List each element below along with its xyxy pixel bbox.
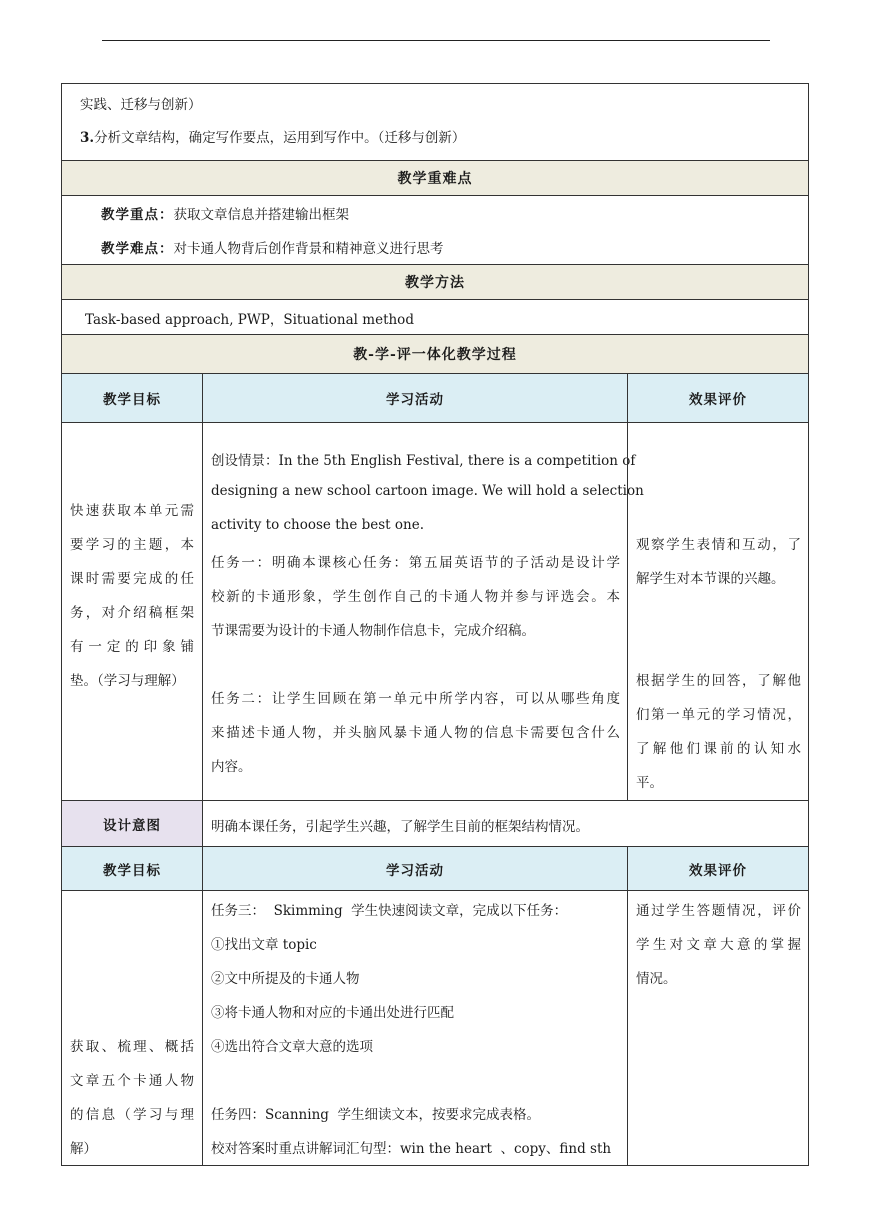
design-intent-label: 设计意图	[61, 800, 203, 847]
methods-block	[61, 299, 809, 335]
key-point-difficulty	[101, 237, 444, 257]
column-header-activity: 学习活动	[202, 373, 628, 423]
row2-activity-line: ③将卡通人物和对应的卡通出处进行匹配	[211, 1005, 454, 1021]
row1-activity-line: activity to choose the best one.	[211, 517, 424, 533]
methods-text: Task-based approach, PWP，Situational method	[85, 312, 414, 328]
objective-item-3	[80, 126, 465, 146]
row2-activity-line: 校对答案时重点讲解词汇句型：win the heart 、copy、find sth	[211, 1141, 612, 1157]
row2-activity-cell	[202, 890, 628, 1166]
objective-item-3-number: 3.	[80, 130, 95, 146]
row2-goal-cell	[61, 890, 203, 1166]
key-points-header: 教学重难点	[61, 160, 809, 196]
objective-line-continued: 实践、迁移与创新）	[80, 97, 202, 113]
row1-activity-line: 校新的卡通形象，学生创作自己的卡通人物并参与评选会。本	[211, 589, 620, 605]
focus-text: 获取文章信息并搭建输出框架	[173, 207, 349, 223]
row1-activity-line: 节课需要为设计的卡通人物制作信息卡，完成介绍稿。	[211, 623, 535, 639]
row1-activity-line: 创设情景：In the 5th English Festival, there is a competition of	[211, 453, 636, 469]
row2-activity-line: 任务三： Skimming 学生快速阅读文章，完成以下任务：	[211, 903, 568, 919]
row2-eval-cell	[627, 890, 809, 1166]
row1-eval-line: 平。	[636, 775, 663, 791]
column-header-eval: 效果评价	[627, 373, 809, 423]
difficulty-text: 对卡通人物背后创作背景和精神意义进行思考	[173, 241, 444, 257]
row1-activity-cell	[202, 422, 644, 801]
column-header-goal-2: 教学目标	[61, 846, 203, 891]
row2-goal-line: 获取、梳理、概括	[70, 1039, 194, 1055]
row1-goal-line: 课时需要完成的任	[70, 571, 194, 587]
row2-goal-line: 文章五个卡通人物	[70, 1073, 194, 1089]
focus-label: 教学重点：	[101, 207, 174, 223]
row1-eval-line: 解学生对本节课的兴趣。	[636, 571, 785, 587]
row2-activity-line: 任务四：Scanning 学生细读文本，按要求完成表格。	[211, 1107, 540, 1123]
methods-header: 教学方法	[61, 264, 809, 300]
row2-activity-line: ②文中所提及的卡通人物	[211, 971, 360, 987]
page-header-rule	[102, 40, 770, 41]
row1-activity-line: 任务二：让学生回顾在第一单元中所学内容，可以从哪些角度	[211, 691, 620, 707]
design-intent-cell	[202, 800, 809, 847]
row1-goal-line: 快速获取本单元需	[70, 503, 194, 519]
row2-activity-line: ①找出文章 topic	[211, 937, 317, 953]
row1-activity-line: 来描述卡通人物，并头脑风暴卡通人物的信息卡需要包含什么	[211, 725, 620, 741]
row1-goal-line: 垫。（学习与理解）	[70, 673, 185, 689]
column-header-eval-2: 效果评价	[627, 846, 809, 891]
row1-goal-line: 有一定的印象铺	[70, 639, 194, 655]
row1-eval-line: 了解他们课前的认知水	[636, 741, 801, 757]
key-points-block	[61, 195, 809, 265]
row1-activity-line: 内容。	[211, 759, 252, 775]
row1-goal-cell	[61, 422, 203, 801]
row2-eval-line: 学生对文章大意的掌握	[636, 937, 801, 953]
row2-eval-line: 情况。	[636, 971, 677, 987]
row1-eval-line: 观察学生表情和互动，了	[636, 537, 801, 553]
row1-activity-line: 任务一：明确本课核心任务：第五届英语节的子活动是设计学	[211, 555, 620, 571]
row1-eval-line: 们第一单元的学习情况，	[636, 707, 801, 723]
row2-activity-line: ④选出符合文章大意的选项	[211, 1039, 373, 1055]
row1-eval-cell	[627, 422, 809, 801]
process-header: 教-学-评一体化教学过程	[61, 334, 809, 374]
design-intent-text: 明确本课任务，引起学生兴趣，了解学生目前的框架结构情况。	[211, 819, 589, 835]
key-point-focus	[101, 203, 349, 223]
row1-eval-line: 根据学生的回答，了解他	[636, 673, 801, 689]
row2-goal-line: 的信息（学习与理	[70, 1107, 194, 1123]
column-header-goal: 教学目标	[61, 373, 203, 423]
row2-goal-line: 解）	[70, 1141, 97, 1157]
column-header-activity-2: 学习活动	[202, 846, 628, 891]
objectives-block	[61, 83, 809, 161]
row2-eval-line: 通过学生答题情况，评价	[636, 903, 801, 919]
row1-goal-line: 要学习的主题，本	[70, 537, 194, 553]
objective-item-3-text: 分析文章结构，确定写作要点，运用到写作中。（迁移与创新）	[94, 130, 466, 146]
row1-goal-line: 务，对介绍稿框架	[70, 605, 194, 621]
difficulty-label: 教学难点：	[101, 241, 174, 257]
row1-activity-line: designing a new school cartoon image. We will hold a selection	[211, 483, 644, 499]
